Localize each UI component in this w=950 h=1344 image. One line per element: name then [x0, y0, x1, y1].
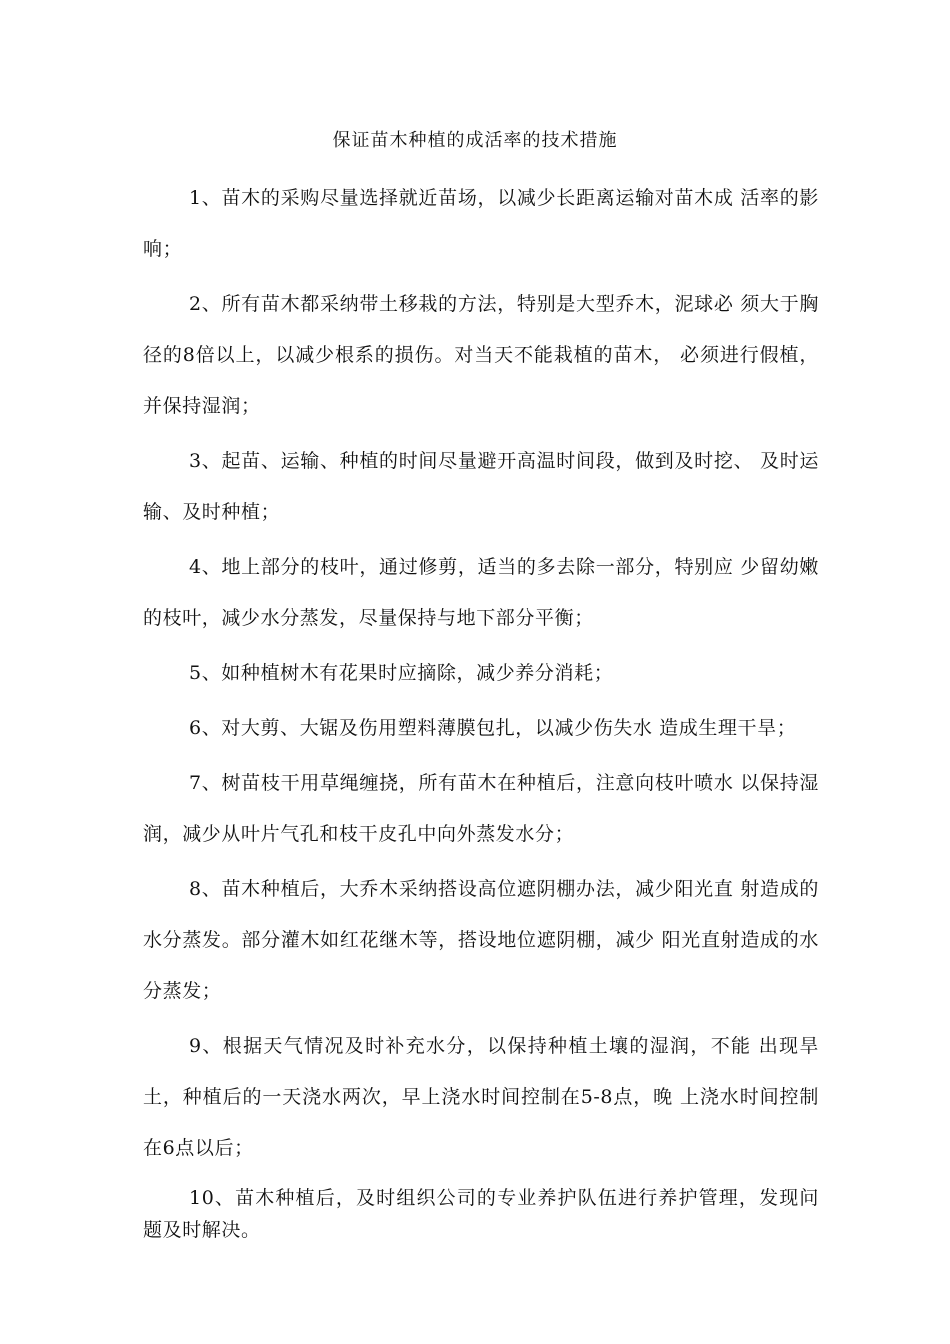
- paragraph-4: 4、地上部分的枝叶，通过修剪，适当的多去除一部分，特别应 少留幼嫩的枝叶，减少水分蒸发，尽量保持与地下部分平衡；: [143, 556, 819, 629]
- paragraph-10: 10、苗木种植后，及时组织公司的专业养护队伍进行养护管理，发现问题及时解决。: [143, 1187, 819, 1241]
- paragraph-1: 1、苗木的采购尽量选择就近苗场，以减少长距离运输对苗木成 活率的影响；: [143, 187, 819, 260]
- paragraph-9: 9、根据天气情况及时补充水分，以保持种植土壤的湿润，不能 出现旱土，种植后的一天浇水两次，早上浇水时间控制在5-8点，晚 上浇水时间控制在6点以后；: [143, 1035, 819, 1159]
- paragraph-7: 7、树苗枝干用草绳缠挠，所有苗木在种植后，注意向枝叶喷水 以保持湿润，减少从叶片气孔和枝干皮孔中向外蒸发水分；: [143, 772, 819, 845]
- paragraph-8: 8、苗木种植后，大乔木采纳搭设高位遮阴棚办法，减少阳光直 射造成的水分蒸发。部分灌木如红花继木等，搭设地位遮阴棚，减少 阳光直射造成的水分蒸发；: [143, 878, 819, 1002]
- paragraph-3: 3、起苗、运输、种植的时间尽量避开高温时间段，做到及时挖、 及时运输、及时种植；: [143, 450, 819, 523]
- paragraph-5: 5、如种植树木有花果时应摘除，减少养分消耗；: [189, 662, 614, 684]
- document-body: [143, 173, 819, 1250]
- paragraph-6: 6、对大剪、大锯及伤用塑料薄膜包扎，以减少伤失水 造成生理干旱；: [189, 717, 797, 739]
- paragraph-2: 2、所有苗木都采纳带土移栽的方法，特别是大型乔木，泥球必 须大于胸径的8倍以上，以减少根系的损伤。对当天不能栽植的苗木， 必须进行假植，并保持湿润；: [143, 293, 819, 417]
- document-title: 保证苗木种植的成活率的技术措施: [332, 130, 618, 151]
